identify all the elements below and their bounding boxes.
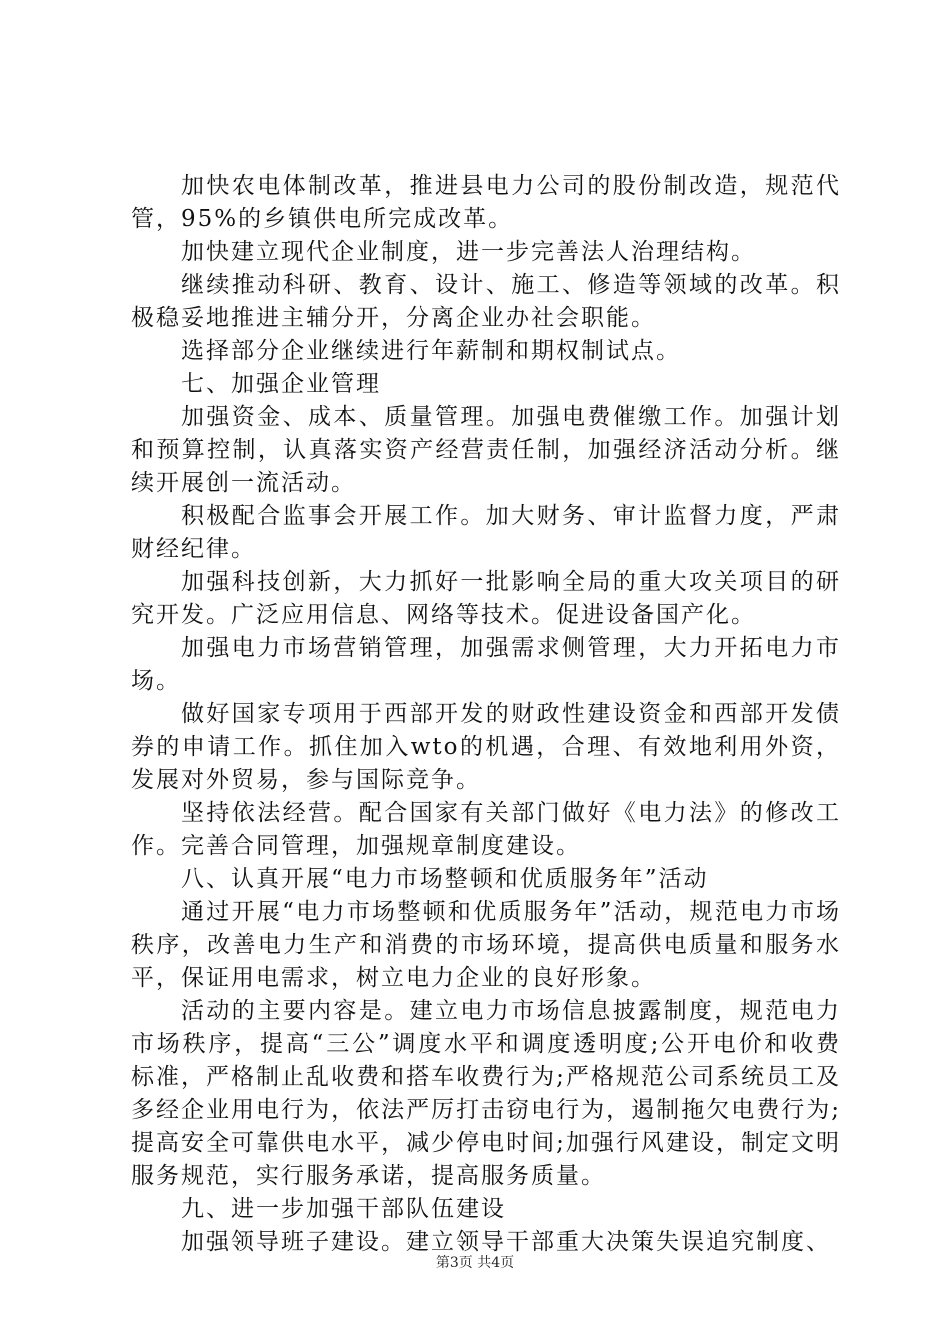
paragraph: 加强领导班子建设。建立领导干部重大决策失误追究制度、 xyxy=(181,1229,831,1255)
paragraph: 继续推动科研、教育、设计、施工、修造等领域的改革。积极稳妥地推进主辅分开，分离企业办社会职能。 xyxy=(131,272,841,331)
section-heading: 八、认真开展“电力市场整顿和优质服务年”活动 xyxy=(181,866,709,892)
paragraph: 加强科技创新，大力抓好一批影响全局的重大攻关项目的研究开发。广泛应用信息、网络等技术。促进设备国产化。 xyxy=(131,569,841,628)
page-footer: 第3页 共4页 xyxy=(435,1255,515,1271)
paragraph: 积极配合监事会开展工作。加大财务、审计监督力度，严肃财经纪律。 xyxy=(131,503,841,562)
paragraph: 加快建立现代企业制度，进一步完善法人治理结构。 xyxy=(181,239,756,265)
paragraph: 通过开展“电力市场整顿和优质服务年”活动，规范电力市场秩序，改善电力生产和消费的市场环境，提高供电质量和服务水平，保证用电需求，树立电力企业的良好形象。 xyxy=(131,899,841,991)
paragraph: 选择部分企业继续进行年薪制和期权制试点。 xyxy=(181,338,681,364)
paragraph: 加强资金、成本、质量管理。加强电费催缴工作。加强计划和预算控制，认真落实资产经营责任制，加强经济活动分析。继续开展创一流活动。 xyxy=(131,404,841,496)
paragraph: 加快农电体制改革，推进县电力公司的股份制改造，规范代管，95%的乡镇供电所完成改革。 xyxy=(131,173,841,232)
paragraph: 加强电力市场营销管理，加强需求侧管理，大力开拓电力市场。 xyxy=(131,635,841,694)
paragraph: 活动的主要内容是。建立电力市场信息披露制度，规范电力市场秩序，提高“三公”调度水平和调度透明度;公开电价和收费标准，严格制止乱收费和搭车收费行为;严格规范公司系统员工及多经企业用电行为，依法严厉打击窃电行为，遏制拖欠电费行为;提高安全可靠供电水平，减少停电时间;加强行风建设，制定文明服务规范，实行服务承诺，提高服务质量。 xyxy=(131,998,841,1189)
paragraph: 坚持依法经营。配合国家有关部门做好《电力法》的修改工作。完善合同管理，加强规章制度建设。 xyxy=(131,800,841,859)
paragraph: 做好国家专项用于西部开发的财政性建设资金和西部开发债券的申请工作。抓住加入wto的机遇，合理、有效地利用外资，发展对外贸易，参与国际竞争。 xyxy=(131,701,841,793)
section-heading: 七、加强企业管理 xyxy=(181,371,381,397)
document-body xyxy=(131,170,841,1259)
section-heading: 九、进一步加强干部队伍建设 xyxy=(181,1196,506,1222)
